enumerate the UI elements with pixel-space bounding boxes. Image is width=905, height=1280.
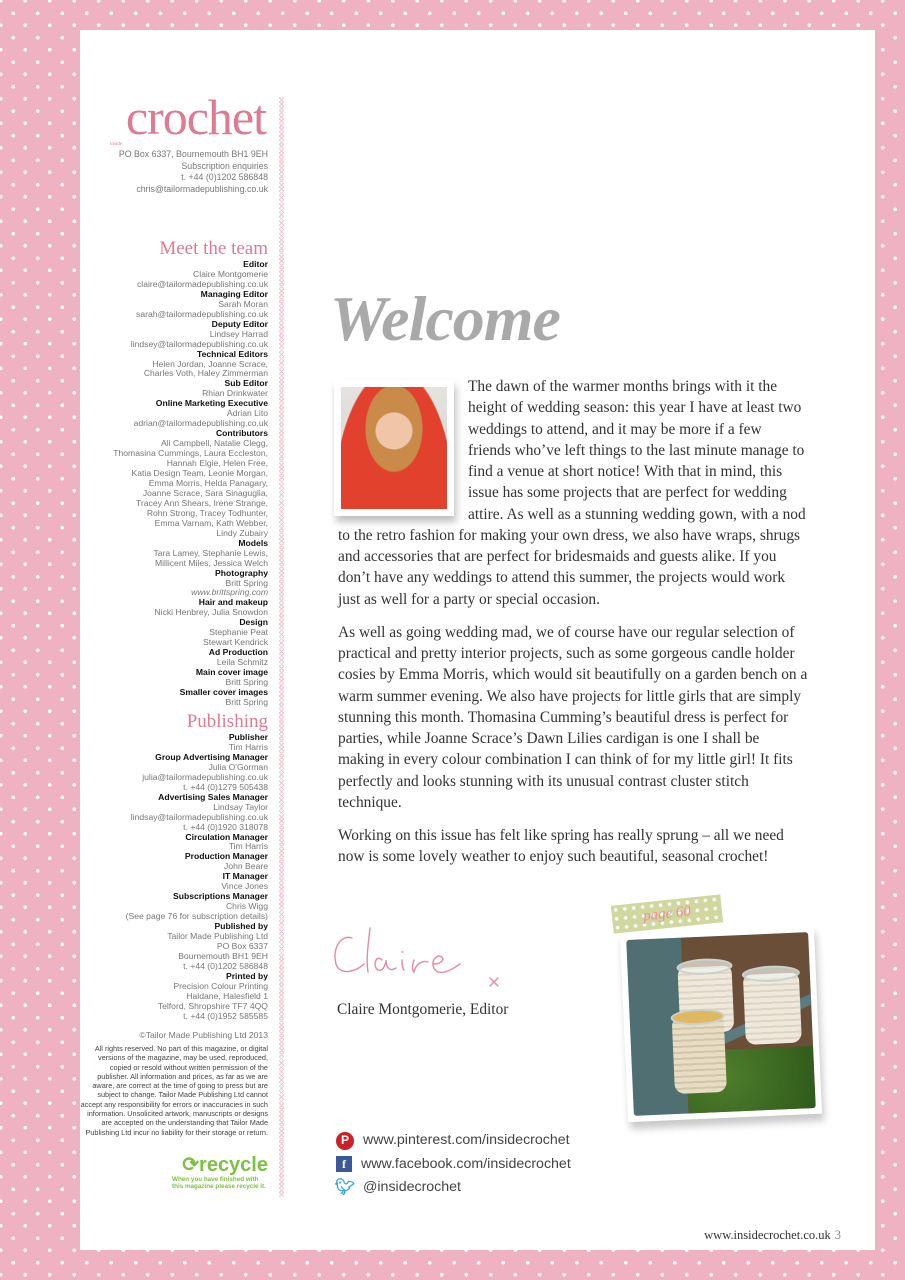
magazine-page <box>80 30 875 1250</box>
credit-role: Advertising Sales Manager <box>158 791 268 802</box>
credit-value: Vince Jones <box>221 881 268 892</box>
subscription-label: Subscription enquiries <box>181 160 268 171</box>
link-text: www.facebook.com/insidecrochet <box>361 1155 571 1172</box>
credit-value: Helen Jordan, Joanne Scrace, Charles Voth, Haley Zimmerman <box>143 358 268 379</box>
credit-value: Rhian Drinkwater <box>202 388 268 399</box>
phone: t. +44 (0)1202 586848 <box>181 172 268 182</box>
credit-role: Managing Editor <box>200 288 268 299</box>
section-title: Publishing <box>186 711 268 732</box>
facebook-icon: f <box>336 1156 352 1172</box>
credit-role: Online Marketing Executive <box>155 398 268 409</box>
credit-value: Stephanie Peat Stewart Kendrick <box>203 627 268 648</box>
credit-role: Photography <box>215 567 268 578</box>
recycle-logo <box>138 1154 268 1191</box>
credit-value: Claire Montgomerie claire@tailormadepublishing.co.uk <box>136 268 268 289</box>
facebook-link[interactable] <box>336 1153 571 1177</box>
credit-value: Tara Lamey, Stephanie Lewis, Millicent Miles, Jessica Welch <box>153 547 268 568</box>
editor-portrait <box>334 380 454 516</box>
page-number: 3 <box>834 1228 841 1242</box>
credit-role: Main cover image <box>195 667 268 678</box>
credit-role: Subscriptions Manager <box>172 891 268 902</box>
page-footer <box>704 1228 841 1243</box>
credit-value: Lindsay Taylor lindsay@tailormadepublishing.co.uk t. +44 (0)1920 318078 <box>130 801 268 832</box>
credit-role: Models <box>238 537 268 548</box>
twitter-icon: 🐦︎ <box>334 1179 356 1196</box>
credit-role: Sub Editor <box>224 378 268 389</box>
credit-value: Sarah Moran sarah@tailormadepublishing.co.uk <box>136 298 268 319</box>
recycle-word: recycle <box>199 1154 268 1176</box>
credit-role: Deputy Editor <box>211 318 268 329</box>
credit-value: Britt Spring <box>225 696 268 707</box>
credit-role: Hair and makeup <box>198 597 268 608</box>
credit-role: Published by <box>214 921 268 932</box>
page-title: Welcome <box>330 283 560 354</box>
credit-role: Publisher <box>228 732 268 742</box>
recycle-arrow-icon: ⟳ <box>182 1154 200 1176</box>
credit-value: Lindsey Harrad lindsey@tailormadepublishing.co.uk <box>130 328 268 349</box>
page-reference-tape <box>611 894 723 933</box>
section-title: Meet the team <box>159 238 268 259</box>
credit-value: Julia O'Gorman julia@tailormadepublishing.co.uk t. +44 (0)1279 505438 <box>142 761 268 792</box>
candle-holder-photo <box>620 926 822 1122</box>
recycle-note: When you have finished with this magazine please recycle it. <box>172 1176 266 1191</box>
credit-role: Group Advertising Manager <box>155 751 268 762</box>
credit-link[interactable]: www.brittspring.com <box>191 587 268 598</box>
pinterest-icon: P <box>336 1132 354 1150</box>
credit-value: Nicki Henbrey, Julia Snowdon <box>154 607 268 618</box>
twitter-link[interactable] <box>336 1176 571 1200</box>
crochet-logo <box>102 89 266 147</box>
credit-role: Design <box>239 617 268 628</box>
article-body <box>338 376 808 880</box>
editor-sign-off: Claire Montgomerie, Editor <box>337 1001 509 1018</box>
paragraph: Working on this issue has felt like spring has really sprung – all we need now is some lovely weather to enjoy such beautiful, seasonal crochet! <box>338 827 784 866</box>
paragraph: The dawn of the warmer months brings with it the height of wedding season: this year I have at least two weddings to attend, and it may be more if a few friends who’ve left things to the last minute manage to find a venue at short notice! With that in mind, this issue has some projects that are perfect for wedding attire. As well as a stunning wedding gown, with a nod to the retro fashion for making your own dress, we also have wraps, shrugs and accessories that are perfect for bridesmaids and guests alike. If you don’t have any weddings to attend this summer, the projects would work just as well for a party or special occasion. <box>338 378 806 608</box>
logo-text: crochet <box>125 89 266 145</box>
logo-small-text: inside <box>110 142 122 147</box>
credit-value: Britt Spring <box>225 677 268 688</box>
credit-role: IT Manager <box>222 871 268 882</box>
pinterest-link[interactable] <box>336 1129 571 1153</box>
editor-signature <box>330 920 520 990</box>
column-divider <box>279 97 284 1197</box>
credit-role: Smaller cover images <box>179 686 268 697</box>
page-reference: page 60 <box>642 903 692 925</box>
website-url[interactable]: www.insidecrochet.co.uk <box>704 1228 831 1242</box>
credit-value: Leila Schmitz <box>216 657 268 668</box>
paragraph: As well as going wedding mad, we of course have our regular selection of practical and pretty interior projects, such as some gorgeous candle holder cosies by Emma Morris, which would sit beautifully on a garden bench on a warm summer evening. We also have projects for little girls that are simply stunning this month. Thomasina Cumming’s beautiful dress is perfect for parties, while Joanne Scrace’s Dawn Lilies cardigan is one I shall be making in every colour combination I can think of for my little girl! It fits perfectly and looks stunning with its unusual contrast cluster stitch technique. <box>338 623 808 811</box>
contact-address <box>78 149 268 195</box>
credit-value: Adrian Lito adrian@tailormadepublishing.co.uk <box>133 408 268 429</box>
credit-role: Ad Production <box>208 647 268 658</box>
credit-role: Printed by <box>225 970 268 981</box>
credit-role: Production Manager <box>184 851 268 862</box>
social-links <box>336 1129 571 1200</box>
credit-role: Contributors <box>215 428 268 439</box>
credit-value: Tailor Made Publishing Ltd PO Box 6337 Bournemouth BH1 9EH t. +44 (0)1202 586848 <box>167 931 268 971</box>
legal-notice: All rights reserved. No part of this magazine, or digital versions of the magazine, may be used, reproduced, copied or resold without written permission of the publisher. All information and prices, as far as we are aware, are correct at the time of going to press but are subject to change. Tailor Made Publishing Ltd cannot accept any responsibility for errors or inaccuracies in such information. Unsolicited artwork, manuscripts or designs are accepted on the understanding that Tailor Made Publishing Ltd incur no liability for their storage or return. <box>80 1044 268 1137</box>
link-text: www.pinterest.com/insidecrochet <box>363 1132 570 1148</box>
address: PO Box 6337, Bournemouth BH1 9EH <box>118 149 268 159</box>
credit-value: Tim Harris <box>228 741 268 752</box>
meet-the-team <box>68 238 268 708</box>
credit-value: Tim Harris <box>228 841 268 852</box>
copyright: ©Tailor Made Publishing Ltd 2013 <box>139 1030 268 1040</box>
credit-value: Precision Colour Printing Haldane, Halesfield 1 Telford, Shropshire TF7 4QQ t. +44 (0)1952 585585 <box>157 980 268 1021</box>
email-link[interactable]: chris@tailormadepublishing.co.uk <box>136 183 268 194</box>
credit-value: John Beare <box>224 861 268 872</box>
credit-value: Chris Wigg (See page 76 for subscription details) <box>125 901 268 922</box>
publishing-credits <box>68 711 268 1022</box>
credit-role: Editor <box>243 259 268 269</box>
credit-role: Technical Editors <box>197 348 268 359</box>
credit-value: Britt Spring <box>225 577 268 588</box>
credit-role: Circulation Manager <box>185 831 268 842</box>
link-text: @insidecrochet <box>363 1179 461 1195</box>
credit-value: Ali Campbell, Natalie Clegg, Thomasina Cummings, Laura Eccleston, Hannah Elgie, Helen Free, Katia Design Team, Leonie Morgan, Emma Morris, Helda Panagary, Joanne Scrace, Sara Sinaguglia, Tracey Ann Shears, Irene Strange, Rohn Strong, Tracey Todhunter, Emma Varnam, Kath Webber, Lindy Zubairy <box>113 438 268 538</box>
